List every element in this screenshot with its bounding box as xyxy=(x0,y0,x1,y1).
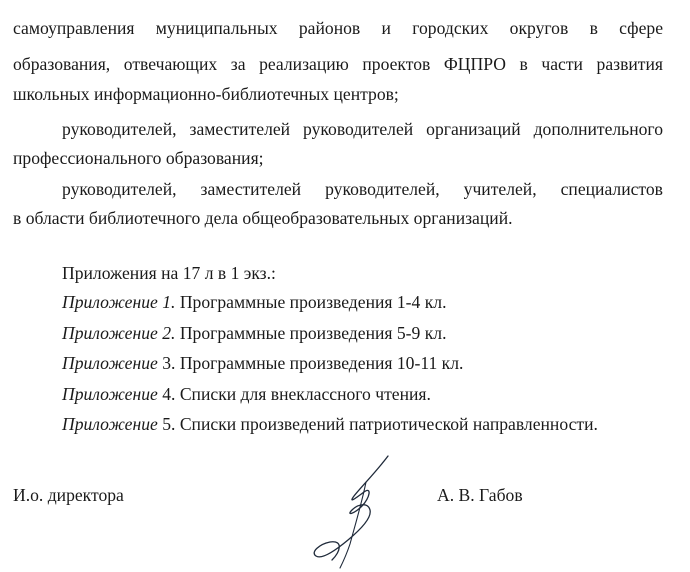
recipients-line-3: школьных информационно-библиотечных центров; xyxy=(13,84,399,104)
attachment-item xyxy=(62,383,431,405)
attachment-label: Приложение xyxy=(62,353,158,373)
attachment-item xyxy=(62,352,463,374)
recipients-line-5: профессионального образования; xyxy=(13,148,264,168)
handwritten-signature xyxy=(296,452,406,570)
signoff-name: А. В. Габов xyxy=(437,485,523,505)
attachment-label: Приложение xyxy=(62,384,158,404)
signoff-position: И.о. директора xyxy=(13,485,124,505)
attachment-text: 4. Списки для внеклассного чтения. xyxy=(157,384,431,404)
attachment-item xyxy=(62,413,598,435)
recipients-line-2: образования, отвечающих за реализацию проектов ФЦПРО в части развития xyxy=(13,54,663,74)
attachment-label: Приложение 2. xyxy=(62,323,176,343)
attachment-text: 3. Программные произведения 10-11 кл. xyxy=(157,353,464,373)
recipients-line-7: в области библиотечного дела общеобразовательных организаций. xyxy=(13,208,513,228)
attachment-label: Приложение 1. xyxy=(62,292,176,312)
attachment-item xyxy=(62,322,446,344)
attachment-text: Программные произведения 5-9 кл. xyxy=(175,323,447,343)
attachment-text: Программные произведения 1-4 кл. xyxy=(175,292,447,312)
attachment-label: Приложение xyxy=(62,414,158,434)
attachment-item xyxy=(62,291,446,313)
attachment-text: 5. Списки произведений патриотической направленности. xyxy=(157,414,598,434)
recipients-line-1: самоуправления муниципальных районов и городских округов в сфере xyxy=(13,18,663,38)
attachments-header: Приложения на 17 л в 1 экз.: xyxy=(62,263,276,283)
recipients-line-6: руководителей, заместителей руководителей, учителей, специалистов xyxy=(62,179,663,199)
recipients-line-4: руководителей, заместителей руководителей организаций дополнительного xyxy=(62,119,663,139)
